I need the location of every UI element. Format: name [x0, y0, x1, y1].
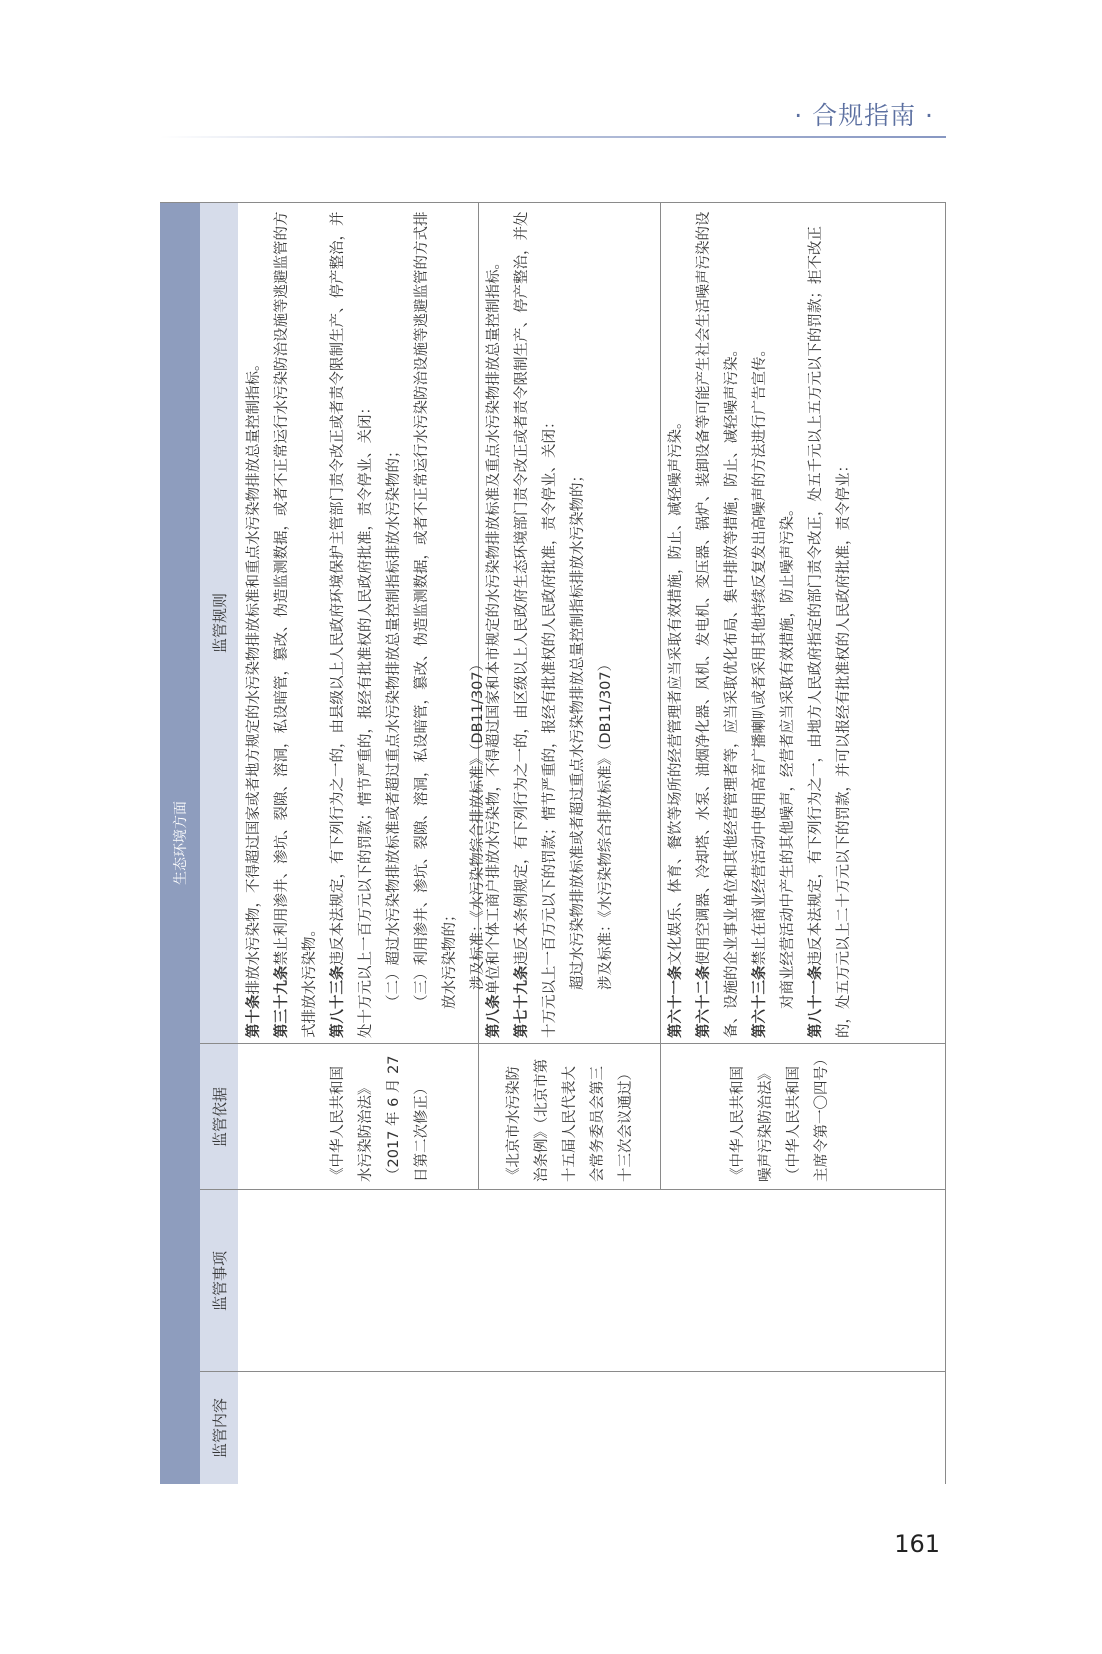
header-divider: [160, 136, 946, 138]
rules-cell: [240, 210, 492, 1038]
rule-line: [508, 210, 564, 1038]
rule-text: 文化娱乐、体育、餐饮等场所的经营管理者应当采取有效措施，防止、减轻噪声污染。: [668, 414, 684, 966]
rule-line: [408, 210, 464, 1038]
article-number: 第六十三条: [752, 965, 768, 1038]
rule-line: [564, 210, 592, 1038]
column-divider: [200, 1189, 946, 1190]
rule-text: 使用空调器、冷却塔、水泵、油烟净化器、风机、发电机、变压器、锅炉、装卸设备等可能产生社会生活噪声污染的设备、设施的企业事业单位和其他经营管理者等，应当采取优化布局、集中排放等措施，防止、减轻噪声污染。: [696, 211, 740, 1038]
rule-line: [774, 210, 802, 1038]
rule-text: 违反本法规定，有下列行为之一的，由县级以上人民政府环境保护主管部门责令改正或者责令限制生产、停产整治，并处十万元以上一百万元以下的罚款；情节严重的，报经有批准权的人民政府批准，责令停业、关闭：: [330, 211, 374, 1038]
rule-line: [746, 210, 774, 1038]
column-header-basis: 监管依据: [200, 1044, 238, 1190]
article-number: 第六十二条: [696, 965, 712, 1038]
rule-text: 涉及标准：《水污染物综合排放标准》（DB11/307）: [470, 656, 486, 990]
article-number: 第七十九条: [514, 965, 530, 1038]
rule-text: 排放水污染物，不得超过国家或者地方规定的水污染物排放标准和重点水污染物排放总量控制指标。: [246, 356, 262, 995]
rule-text: 超过水污染物排放标准或者超过重点水污染物排放总量控制指标排放水污染物的；: [570, 468, 586, 990]
rule-line: [380, 210, 408, 1038]
rule-line: [480, 210, 508, 1038]
column-header-rules: 监管规则: [200, 202, 238, 1044]
rule-line: [690, 210, 746, 1038]
header-title: · 合规指南 ·: [794, 101, 934, 130]
row-divider: [660, 202, 661, 1190]
rule-text: 单位和个体工商户排放水污染物，不得超过国家和本市规定的水污染物排放标准及重点水污染物排放总量控制指标。: [486, 255, 502, 995]
rule-text: （二）超过水污染物排放标准或者超过重点水污染物排放总量控制指标排放水污染物的；: [386, 443, 402, 1009]
article-number: 第六十一条: [668, 965, 684, 1038]
basis-cell: 《中华人民共和国噪声污染防治法》（中华人民共和国主席令第一〇四号）: [730, 1051, 830, 1182]
column-header-content: 监管内容: [200, 1372, 238, 1484]
rules-cell: [480, 210, 620, 1038]
rule-line: [662, 210, 690, 1038]
basis-cell: 《中华人民共和国水污染防治法》（2017 年 6 月 27 日第二次修正）: [330, 1055, 430, 1182]
rule-text: 禁止在商业经营活动中使用高音广播喇叭或者采用其他持续反复发出高噪声的方法进行广告宣传。: [752, 342, 768, 966]
basis-cell: 《北京市水污染防治条例》（北京市第十五届人民代表大会常务委员会第三十三次会议通过）: [506, 1058, 634, 1182]
column-divider: [200, 1043, 946, 1044]
rule-line: [268, 210, 324, 1038]
rule-text: 违反本条例规定，有下列行为之一的，由区级以上人民政府生态环境部门责令改正或者责令限制生产、停产整治，并处十万元以上一百万元以下的罚款；情节严重的，报经有批准权的人民政府批准，责令停业、关闭：: [514, 211, 558, 1038]
rule-text: （三）利用渗井、渗坑、裂隙、溶洞，私设暗管，篡改、伪造监测数据，或者不正常运行水污染防治设施等逃避监管的方式排放水污染物的；: [414, 211, 458, 1009]
rule-text: 违反本法规定，有下列行为之一，由地方人民政府指定的部门责令改正，处五千元以上五万元以下的罚款；拒不改正的，处五万元以上二十万元以下的罚款，并可以报经有批准权的人民政府批准，责令停业：: [808, 226, 852, 1038]
article-number: 第八条: [486, 994, 502, 1038]
table-bottom-border: [945, 202, 946, 1484]
article-number: 第三十九条: [274, 965, 290, 1038]
rule-line: [802, 210, 858, 1038]
article-number: 第十条: [246, 994, 262, 1038]
article-number: 第八十一条: [808, 965, 824, 1038]
page-number: 161: [894, 1530, 940, 1558]
rule-line: [240, 210, 268, 1038]
rules-cell: [662, 210, 858, 1038]
column-header-item: 监管事项: [200, 1190, 238, 1372]
rule-text: 对商业经营活动中产生的其他噪声，经营者应当采取有效措施，防止噪声污染。: [780, 501, 796, 1009]
rule-line: [592, 210, 620, 1038]
rule-text: 涉及标准：《水污染物综合排放标准》（DB11/307）: [598, 656, 614, 990]
article-number: 第八十三条: [330, 965, 346, 1038]
table-right-border: [160, 202, 946, 203]
section-title: 生态环境方面: [160, 202, 200, 1484]
column-divider: [200, 1371, 946, 1372]
rule-text: 禁止利用渗井、渗坑、裂隙、溶洞，私设暗管，篡改、伪造监测数据，或者不正常运行水污染防治设施等逃避监管的方式排放水污染物。: [274, 211, 318, 1038]
rule-line: [324, 210, 380, 1038]
regulation-table: [160, 202, 946, 1484]
